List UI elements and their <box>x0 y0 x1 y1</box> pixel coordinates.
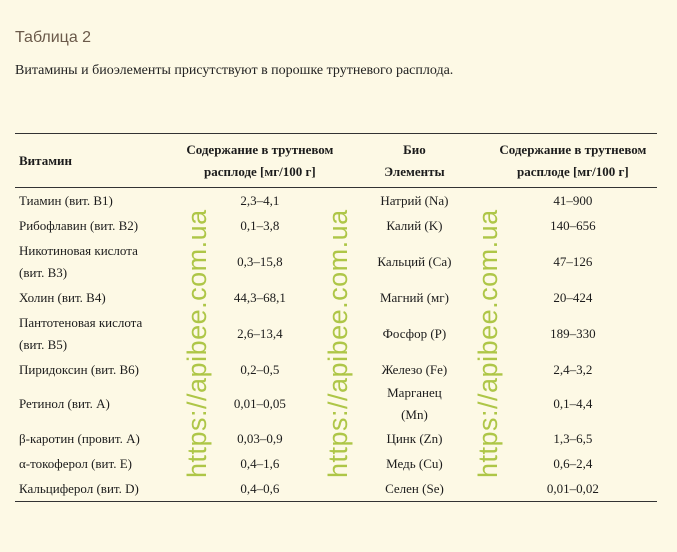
vitamin-content-cell: 2,6–13,4 <box>237 325 283 341</box>
vitamin-cell <box>15 238 180 285</box>
vitamin-content-cell: 0,4–0,6 <box>240 480 280 496</box>
element-cell: Кальций (Ca) <box>377 253 452 269</box>
element-content-cell: 20–424 <box>553 289 593 305</box>
element-content-cell: 2,4–3,2 <box>553 361 593 377</box>
header-vitamin-content-line2: расплоде [мг/100 г] <box>204 164 316 179</box>
table-description: Витамины и биоэлементы присутствуют в порошке трутневого расплода. <box>15 63 454 78</box>
watermark-text: https://apibee.com.ua <box>182 209 212 478</box>
vitamin-cell-line1: Пантотеновая кислота <box>19 314 143 330</box>
table-row <box>15 238 657 285</box>
element-cell-line2: (Mn) <box>401 407 428 422</box>
element-content-cell: 41–900 <box>553 192 593 208</box>
vitamin-cell-line1: Никотиновая кислота <box>19 242 138 258</box>
header-element-line1: Био <box>403 142 426 157</box>
table-row <box>15 285 657 310</box>
table-row <box>15 451 657 476</box>
watermark-text: https://apibee.com.ua <box>473 209 503 478</box>
vitamin-cell <box>15 310 180 357</box>
header-element-content-line1: Содержание в трутневом <box>499 142 647 157</box>
header-vitamin-content <box>180 134 341 188</box>
element-cell <box>340 382 489 426</box>
header-vitamin <box>15 134 180 188</box>
vitamin-cell: Ретинол (вит. A) <box>19 396 110 411</box>
table-row <box>15 476 657 502</box>
header-element-content-line2: расплоде [мг/100 г] <box>517 164 629 179</box>
header-vitamin-label: Витамин <box>19 153 73 168</box>
vitamin-cell: Рибофлавин (вит. B2) <box>19 217 139 233</box>
header-row <box>15 134 657 188</box>
vitamin-content-cell: 44,3–68,1 <box>233 289 286 305</box>
vitamin-cell-line2: (вит. B5) <box>19 336 68 352</box>
element-cell: Селен (Se) <box>385 480 444 496</box>
table-header <box>15 134 657 188</box>
vitamin-content-cell: 0,4–1,6 <box>240 455 280 471</box>
element-content-cell: 140–656 <box>550 217 596 233</box>
element-content-cell: 0,01–0,02 <box>546 480 599 496</box>
table-row <box>15 213 657 238</box>
element-content-cell: 0,6–2,4 <box>553 455 593 471</box>
element-cell-line1: Марганец <box>387 385 442 400</box>
nutrients-table <box>15 133 657 502</box>
table-row <box>15 382 657 426</box>
header-element <box>340 134 489 188</box>
element-content-cell: 1,3–6,5 <box>553 430 593 446</box>
element-content-cell: 0,1–4,4 <box>553 396 593 411</box>
vitamin-cell-line2: (вит. B3) <box>19 264 68 280</box>
vitamin-content-cell: 0,2–0,5 <box>240 361 280 377</box>
table-body <box>15 188 657 502</box>
element-content-cell: 189–330 <box>550 325 596 341</box>
element-cell: Медь (Cu) <box>386 455 443 471</box>
vitamin-content-cell: 0,03–0,9 <box>237 430 283 446</box>
table-row <box>15 357 657 382</box>
vitamin-content-cell: 0,3–15,8 <box>237 253 283 269</box>
table-row <box>15 426 657 451</box>
element-cell: Железо (Fe) <box>381 361 448 377</box>
element-content-cell: 47–126 <box>553 253 593 269</box>
header-vitamin-content-line1: Содержание в трутневом <box>186 142 334 157</box>
header-element-line2: Элементы <box>384 164 445 179</box>
element-cell: Цинк (Zn) <box>386 430 443 446</box>
element-cell: Калий (K) <box>386 217 443 233</box>
vitamin-cell: Кальциферол (вит. D) <box>19 480 139 496</box>
vitamin-cell: Тиамин (вит. B1) <box>19 192 113 208</box>
vitamin-content-cell: 0,1–3,8 <box>240 217 280 233</box>
vitamin-cell: Пиридоксин (вит. B6) <box>19 361 139 377</box>
table-caption: Таблица 2 <box>15 29 92 46</box>
vitamin-cell: α-токоферол (вит. E) <box>19 455 132 471</box>
element-cell: Фосфор (P) <box>382 325 447 341</box>
vitamin-content-cell: 2,3–4,1 <box>240 192 280 208</box>
table-row <box>15 310 657 357</box>
header-element-content <box>489 134 657 188</box>
element-cell: Натрий (Na) <box>380 192 449 208</box>
vitamin-content-cell: 0,01–0,05 <box>233 396 286 411</box>
watermark-text: https://apibee.com.ua <box>323 209 353 478</box>
element-cell: Магний (мг) <box>379 289 449 305</box>
table-row <box>15 188 657 214</box>
vitamin-cell: Холин (вит. B4) <box>19 289 106 305</box>
vitamin-cell: β-каротин (провит. A) <box>19 430 140 446</box>
